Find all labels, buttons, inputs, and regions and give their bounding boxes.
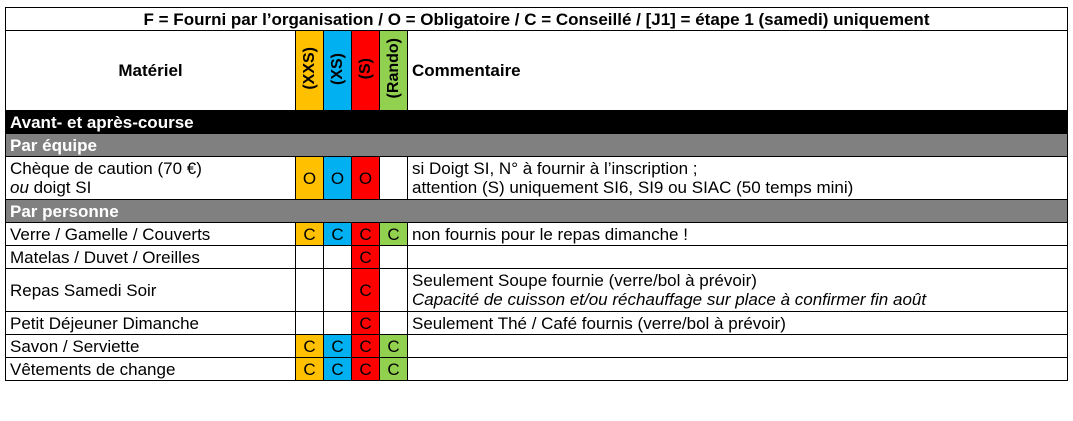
section-avant-apres-course: Avant- et après-course — [6, 111, 1068, 134]
table-row — [6, 223, 1068, 246]
level-rando — [380, 157, 408, 200]
comment-line: Seulement Soupe fournie (verre/bol à prévoir) — [412, 271, 757, 290]
level-s: C — [352, 246, 380, 269]
level-xxs — [296, 312, 324, 335]
header-rando — [380, 31, 408, 111]
level-xxs: C — [296, 223, 324, 246]
level-rando: C — [380, 335, 408, 358]
comment-cell — [408, 269, 1068, 312]
level-xs: C — [324, 358, 352, 381]
comment-line: attention (S) uniquement SI6, SI9 ou SIAC (50 temps mini) — [412, 178, 854, 197]
table-row — [6, 312, 1068, 335]
level-s: C — [352, 312, 380, 335]
item-rest: doigt SI — [28, 178, 92, 197]
header-xs-label: (XS) — [328, 52, 346, 85]
level-xxs: C — [296, 358, 324, 381]
legend-text: F = Fourni par l’organisation / O = Obligatoire / C = Conseillé / [J1] = étape 1 (samedi) uniquement — [6, 8, 1068, 31]
item-cell: Petit Déjeuner Dimanche — [6, 312, 296, 335]
level-rando — [380, 269, 408, 312]
section-par-personne: Par personne — [6, 200, 1068, 223]
comment-cell — [408, 246, 1068, 269]
level-s: C — [352, 335, 380, 358]
comment-cell — [408, 335, 1068, 358]
header-rando-label: (Rando) — [384, 38, 402, 99]
table-row — [6, 335, 1068, 358]
comment-cell: Seulement Thé / Café fournis (verre/bol à prévoir) — [408, 312, 1068, 335]
level-rando: C — [380, 223, 408, 246]
level-xs: C — [324, 223, 352, 246]
header-s-label: (S) — [356, 57, 374, 80]
header-xxs — [296, 31, 324, 111]
header-commentaire: Commentaire — [408, 31, 1068, 111]
level-xxs: O — [296, 157, 324, 200]
item-cell: Repas Samedi Soir — [6, 269, 296, 312]
equipment-table — [5, 7, 1068, 381]
item-cell: Matelas / Duvet / Oreilles — [6, 246, 296, 269]
level-xs: O — [324, 157, 352, 200]
level-s: O — [352, 157, 380, 200]
comment-line: si Doigt SI, N° à fournir à l’inscription ; — [412, 159, 698, 178]
level-xxs: C — [296, 335, 324, 358]
comment-cell — [408, 157, 1068, 200]
comment-line-italic: Capacité de cuisson et/ou réchauffage sur place à confirmer fin août — [412, 290, 927, 309]
comment-cell: non fournis pour le repas dimanche ! — [408, 223, 1068, 246]
table-row — [6, 157, 1068, 200]
table-row — [6, 246, 1068, 269]
table-row — [6, 269, 1068, 312]
item-cell — [6, 157, 296, 200]
header-materiel: Matériel — [6, 31, 296, 111]
item-line — [10, 178, 291, 197]
level-xxs — [296, 269, 324, 312]
item-italic-word: ou — [10, 178, 29, 197]
item-cell: Vêtements de change — [6, 358, 296, 381]
level-xs: C — [324, 335, 352, 358]
level-rando — [380, 312, 408, 335]
level-xs — [324, 269, 352, 312]
level-rando: C — [380, 358, 408, 381]
comment-cell — [408, 358, 1068, 381]
level-s: C — [352, 269, 380, 312]
item-cell: Savon / Serviette — [6, 335, 296, 358]
header-xxs-label: (XXS) — [300, 47, 318, 90]
level-xxs — [296, 246, 324, 269]
header-xs — [324, 31, 352, 111]
item-cell: Verre / Gamelle / Couverts — [6, 223, 296, 246]
section-par-equipe: Par équipe — [6, 134, 1068, 157]
level-s: C — [352, 358, 380, 381]
item-line: Chèque de caution (70 €) — [10, 159, 202, 178]
level-s: C — [352, 223, 380, 246]
level-xs — [324, 246, 352, 269]
level-rando — [380, 246, 408, 269]
table-row — [6, 358, 1068, 381]
header-s — [352, 31, 380, 111]
level-xs — [324, 312, 352, 335]
